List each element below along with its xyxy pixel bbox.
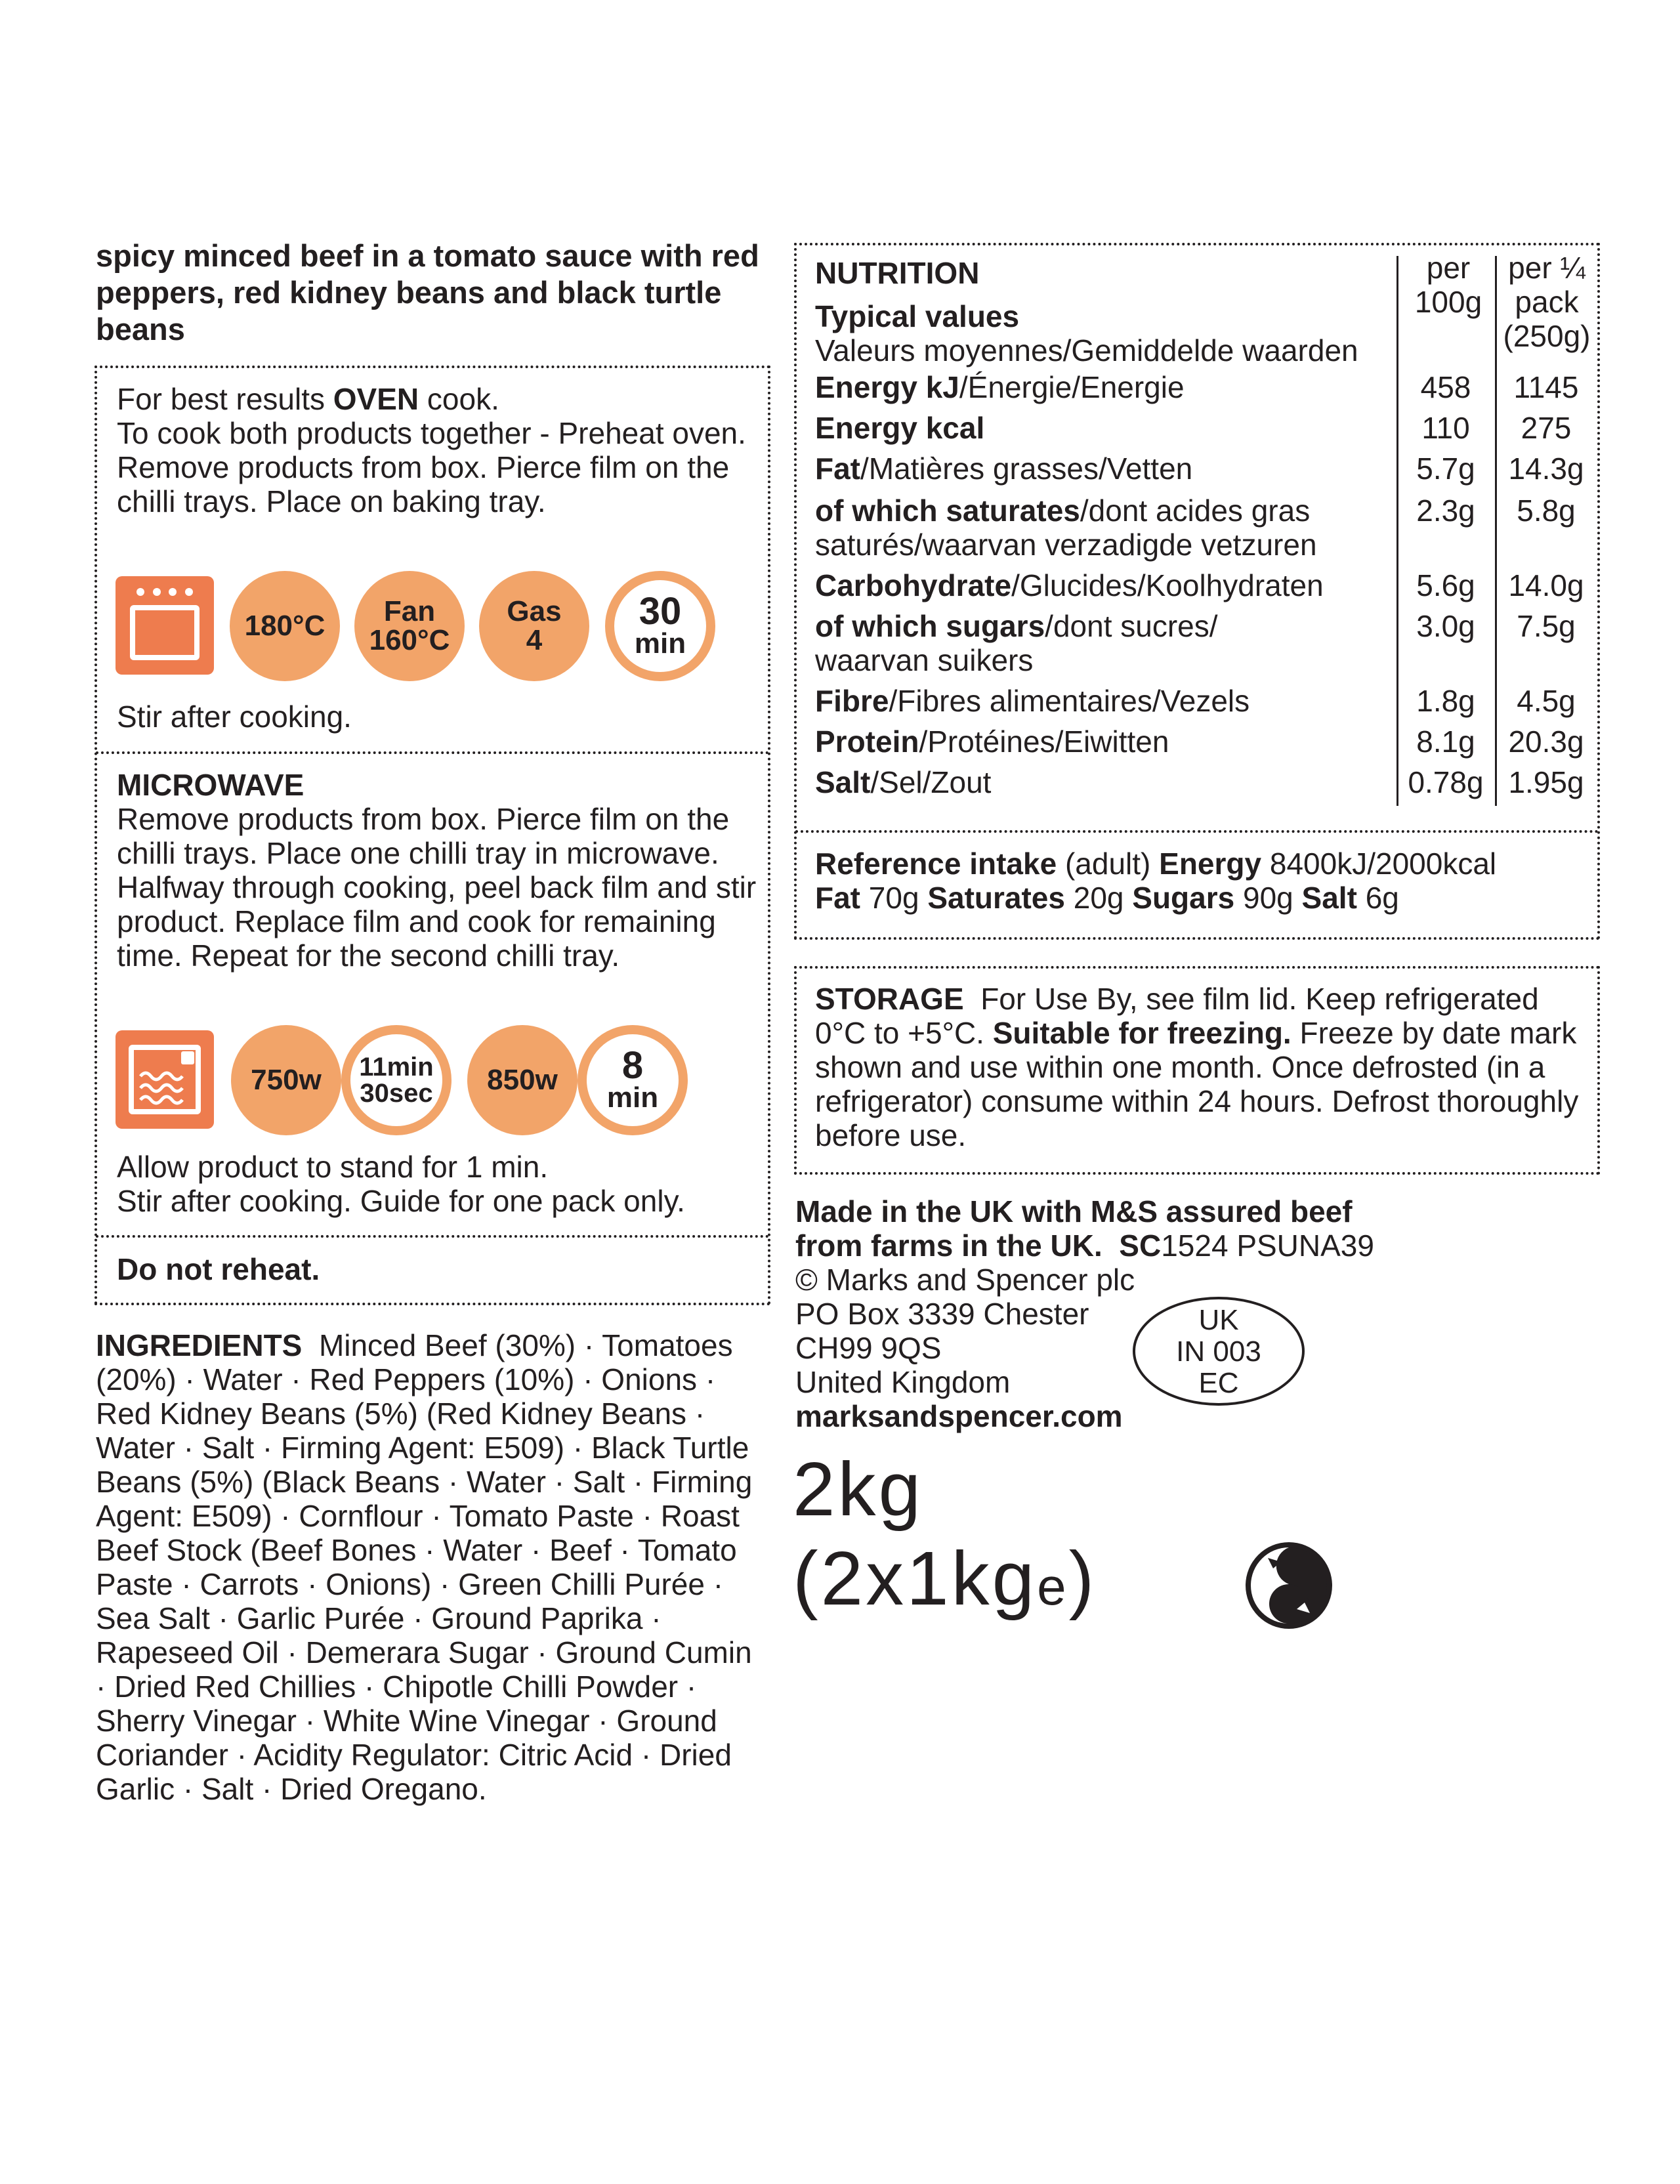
value-per-100g: 458 — [1420, 370, 1471, 404]
value-per-100g: 1.8g — [1416, 684, 1475, 718]
column-header-per-pack: per ¼ pack (250g) — [1503, 251, 1591, 353]
typical-values-sub: Valeurs moyennes/Gemiddelde waarden — [815, 333, 1358, 368]
nutrition-table — [815, 251, 1596, 814]
fan-temp-badge: Fan 160°C — [354, 571, 465, 681]
microwave-time-750-badge: 11min 30sec — [341, 1025, 452, 1135]
microwave-time-850-badge: 8 min — [578, 1025, 688, 1135]
nutrient-label: Fat/Matières grasses/Vetten — [815, 452, 1193, 486]
nutrient-label: Energy kcal — [815, 411, 985, 445]
oven-instructions: For best results OVEN cook. To cook both products together - Preheat oven. Remove products from box. Pierce film on the chilli trays. Place on baking tray. — [117, 382, 746, 518]
reference-intake: Reference intake (adult) Energy 8400kJ/2000kcal Fat 70g Saturates 20g Sugars 90g Salt 6g — [815, 847, 1497, 915]
divider — [96, 1235, 769, 1238]
value-per-100g: 3.0g — [1416, 609, 1475, 643]
product-description: spicy minced beef in a tomato sauce with red peppers, red kidney beans and black turtle beans — [96, 238, 759, 346]
website-link[interactable]: marksandspencer.com — [795, 1399, 1123, 1433]
nutrient-label: Carbohydrate/Glucides/Koolhydraten — [815, 568, 1324, 602]
gas-mark-badge: Gas 4 — [479, 571, 589, 681]
oven-time-badge: 30 min — [605, 571, 715, 681]
microwave-after-note: Allow product to stand for 1 min. Stir after cooking. Guide for one pack only. — [117, 1150, 685, 1218]
oven-temp-badge: 180°C — [230, 571, 340, 681]
value-per-pack: 20.3g — [1508, 724, 1584, 759]
value-per-pack: 275 — [1521, 411, 1572, 445]
value-per-pack: 4.5g — [1517, 684, 1576, 718]
nutrient-label: Fibre/Fibres alimentaires/Vezels — [815, 684, 1250, 718]
nutrient-label: Energy kJ/Énergie/Energie — [815, 370, 1185, 404]
value-per-pack: 7.5g — [1517, 609, 1576, 643]
value-per-100g: 8.1g — [1416, 724, 1475, 759]
microwave-power-850-badge: 850w — [467, 1025, 578, 1135]
value-per-pack: 14.3g — [1508, 452, 1584, 486]
microwave-instructions: Remove products from box. Pierce film on the chilli trays. Place one chilli tray in microwave. Halfway through cooking, peel back film and stir product. Replace film and cook for remaining time. Repeat for the second chilli tray. — [117, 802, 757, 973]
reheat-warning: Do not reheat. — [117, 1252, 320, 1286]
microwave-icon — [116, 1030, 214, 1129]
value-per-pack: 14.0g — [1508, 568, 1584, 602]
origin-statement: Made in the UK with M&S assured beef from farms in the UK. SC1524 PSUNA39 — [795, 1194, 1374, 1263]
nutrient-label: of which saturates/dont acides gras saturés/waarvan verzadigde vetzuren — [815, 494, 1317, 562]
microwave-power-750-badge: 750w — [231, 1025, 341, 1135]
value-per-100g: 5.7g — [1416, 452, 1475, 486]
value-per-pack: 5.8g — [1517, 494, 1576, 528]
estimated-e-mark: e — [1037, 1557, 1069, 1616]
net-weight: 2kg — [793, 1446, 924, 1532]
pack-breakdown: (2x1kge) — [793, 1536, 1097, 1621]
divider — [795, 830, 1599, 833]
nutrient-label: of which sugars/dont sucres/ waarvan suikers — [815, 609, 1218, 677]
ingredients-list: INGREDIENTS Minced Beef (30%) · Tomatoes (20%) · Water · Red Peppers (10%) · Onions · Red Kidney Beans (5%) (Red Kidney Beans · Water · Salt · Firming Agent: E509) · Black Turtle Beans (5%) (Black Beans · Water · Salt · Firming Agent: E509) · Cornflour · Tomato Paste · Roast Beef Stock (Beef Bones · Water · Beef · Tomato Paste · Carrots · Onions) · Green Chilli Purée · Sea Salt · Garlic Purée · Ground Paprika · Rapeseed Oil · Demerara Sugar · Ground Cumin · Dried Red Chillies · Chipotle Chilli Powder · Sherry Vinegar · White Wine Vinegar · Ground Coriander · Acidity Regulator: Citric Acid · Dried Garlic · Salt · Dried Oregano. — [96, 1328, 753, 1806]
microwave-heading: MICROWAVE — [117, 768, 304, 802]
value-per-100g: 2.3g — [1416, 494, 1475, 528]
column-header-per-100g: per 100g — [1414, 251, 1482, 319]
oven-after-note: Stir after cooking. — [117, 700, 352, 734]
divider — [96, 751, 769, 754]
nutrition-heading: NUTRITION — [815, 256, 980, 290]
value-per-100g: 0.78g — [1408, 765, 1484, 799]
company-address: © Marks and Spencer plc PO Box 3339 Chester CH99 9QS United Kingdom marksandspencer.com — [795, 1263, 1135, 1433]
nutrient-label: Protein/Protéines/Eiwitten — [815, 724, 1169, 759]
storage-instructions: STORAGE For Use By, see film lid. Keep refrigerated 0°C to +5°C. Suitable for freezing. Freeze by date mark shown and use within one month. Once defrosted (in a refrigerator) consume within 24 hours. Defrost thoroughly before use. — [815, 982, 1579, 1152]
oven-icon — [116, 576, 214, 675]
health-mark-oval: UK IN 003 EC — [1133, 1297, 1305, 1406]
typical-values-heading: Typical values — [815, 299, 1020, 333]
value-per-pack: 1.95g — [1508, 765, 1584, 799]
value-per-100g: 5.6g — [1416, 568, 1475, 602]
value-per-pack: 1145 — [1513, 370, 1579, 404]
value-per-100g: 110 — [1421, 411, 1470, 445]
green-dot-recycling-icon — [1244, 1541, 1334, 1630]
nutrient-label: Salt/Sel/Zout — [815, 765, 992, 799]
